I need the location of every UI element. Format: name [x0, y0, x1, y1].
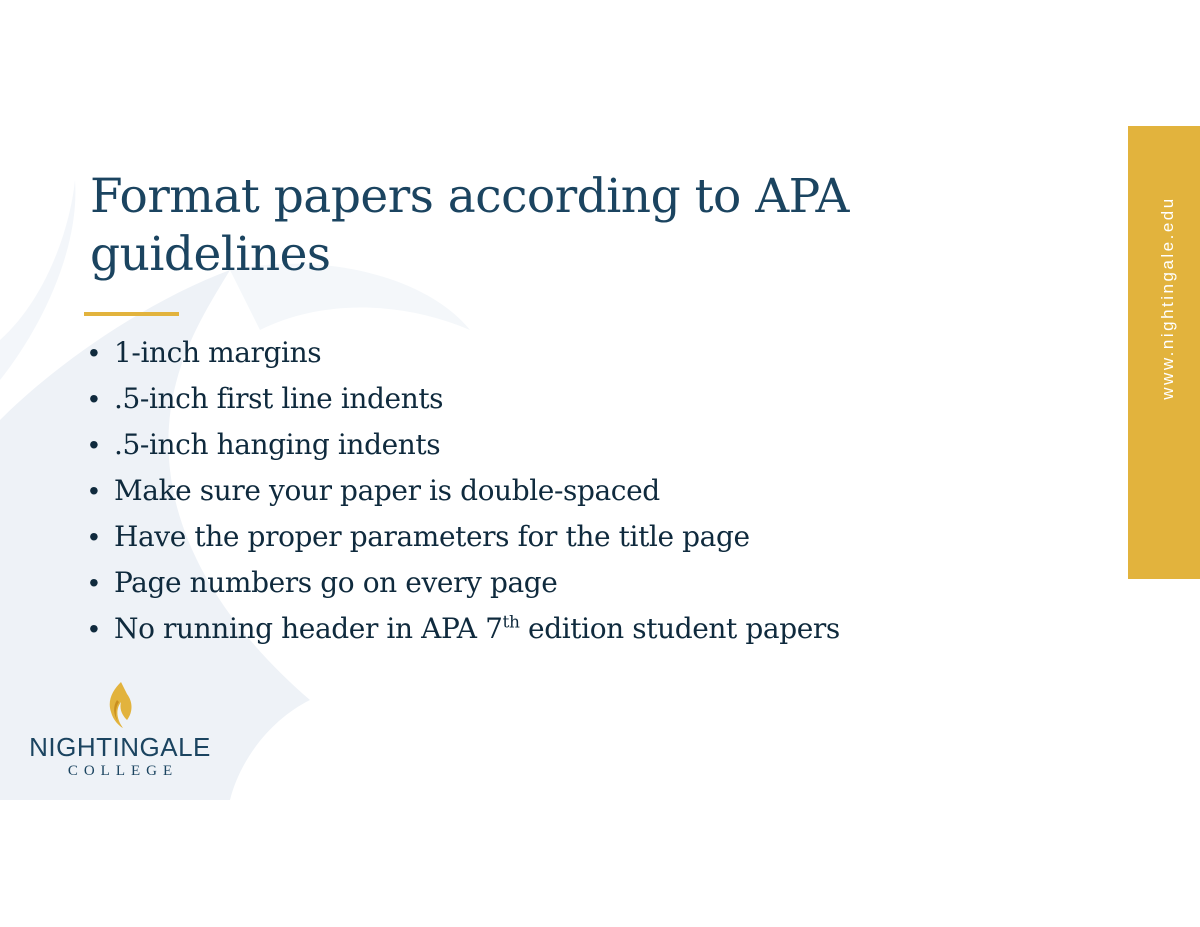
bullet-mark: • — [89, 475, 99, 506]
bullet-list — [89, 330, 840, 652]
bullet-text: Page numbers go on every page — [114, 566, 558, 599]
bullet-mark: • — [89, 383, 99, 414]
bullet-item — [89, 514, 840, 560]
bullet-text: .5-inch hanging indents — [114, 428, 441, 461]
bullet-item — [89, 422, 840, 468]
bullet-mark: • — [89, 613, 99, 644]
logo-subtitle: COLLEGE — [67, 763, 179, 779]
college-logo — [20, 680, 220, 780]
website-url: www.nightingale.edu — [1158, 195, 1177, 400]
bullet-text: No running header in APA 7 — [114, 612, 503, 645]
logo-name: NIGHTINGALE — [29, 732, 211, 762]
bullet-item — [89, 606, 840, 652]
bullet-text: Make sure your paper is double-spaced — [114, 474, 660, 507]
bullet-item — [89, 468, 840, 514]
bullet-mark: • — [89, 337, 99, 368]
bullet-item — [89, 560, 840, 606]
title-underline — [84, 312, 179, 316]
slide-title: Format papers according to APA guidelines — [90, 169, 849, 282]
bullet-text: 1-inch margins — [114, 336, 322, 369]
bullet-item — [89, 376, 840, 422]
bullet-text: edition student papers — [519, 612, 840, 645]
bullet-mark: • — [89, 521, 99, 552]
bullet-item — [89, 330, 840, 376]
side-tab — [1128, 126, 1200, 579]
bullet-text: .5-inch first line indents — [114, 382, 444, 415]
superscript: th — [502, 612, 520, 633]
bullet-mark: • — [89, 429, 99, 460]
bullet-text: Have the proper parameters for the title page — [114, 520, 750, 553]
flame-icon — [103, 680, 137, 730]
bullet-mark: • — [89, 567, 99, 598]
